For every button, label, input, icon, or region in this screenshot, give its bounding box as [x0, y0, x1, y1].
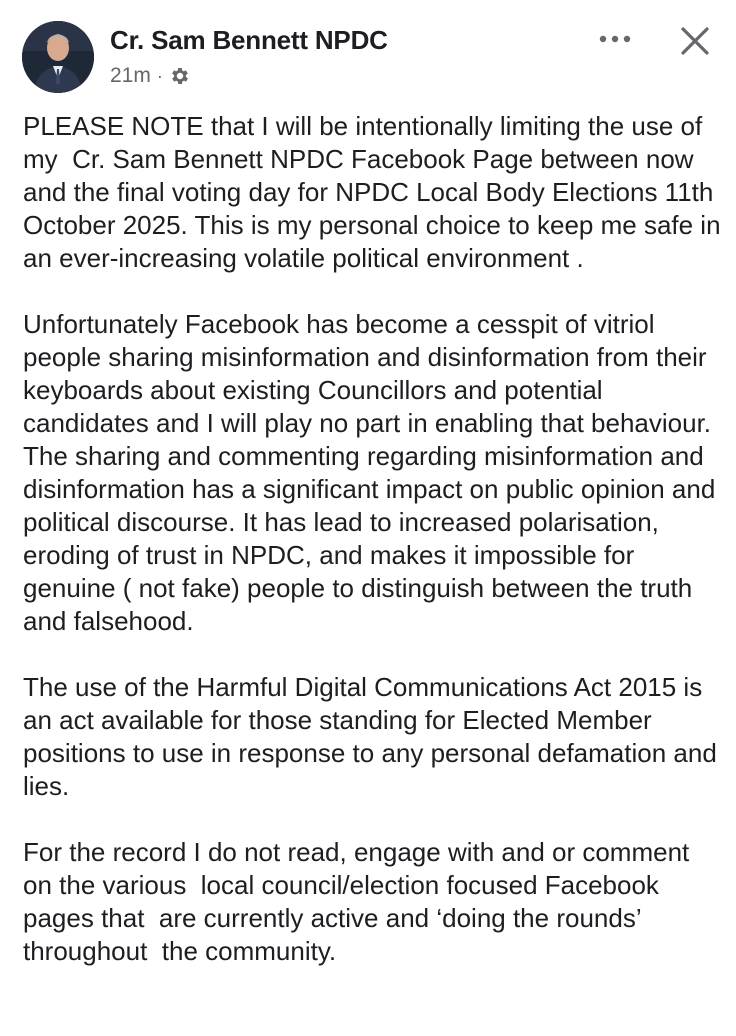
meta-separator: · — [156, 65, 163, 86]
close-icon — [676, 22, 714, 60]
post-timestamp[interactable]: 21m — [110, 64, 151, 87]
post-paragraph: Unfortunately Facebook has become a cesspit of vitriol people sharing misinformation and disinformation from their keyboards about existing Councillors and potential candidates and I will play no part in enabling that behaviour. The sharing and commenting regarding misinformation and disinformation has a significant impact on public opinion and political discourse. It has lead to increased polarisation, eroding of trust in NPDC, and makes it impossible for genuine ( not fake) people to distinguish between the truth and falsehood. — [23, 309, 733, 636]
gear-icon[interactable] — [169, 65, 191, 87]
more-horizontal-icon — [595, 26, 635, 52]
more-options-button[interactable] — [595, 26, 635, 52]
post-body — [23, 110, 733, 968]
post-header — [0, 0, 736, 105]
author-avatar[interactable] — [22, 21, 94, 93]
author-name[interactable]: Cr. Sam Bennett NPDC — [110, 25, 388, 55]
close-button[interactable] — [676, 22, 714, 60]
post-meta — [110, 63, 191, 89]
post-paragraph: The use of the Harmful Digital Communications Act 2015 is an act available for those standing for Elected Member positions to use in response to any personal defamation and lies. — [23, 672, 725, 801]
post-paragraph: PLEASE NOTE that I will be intentionally limiting the use of my Cr. Sam Bennett NPDC Facebook Page between now and the final voting day for NPDC Local Body Elections 11th October 2025. This is my personal choice to keep me safe in an ever-increasing volatile political environment . — [23, 111, 728, 273]
post-paragraph: For the record I do not read, engage with and or comment on the various local council/election focused Facebook pages that are currently active and ‘doing the rounds’ throughout the community. — [23, 837, 697, 966]
avatar-image — [22, 21, 94, 93]
